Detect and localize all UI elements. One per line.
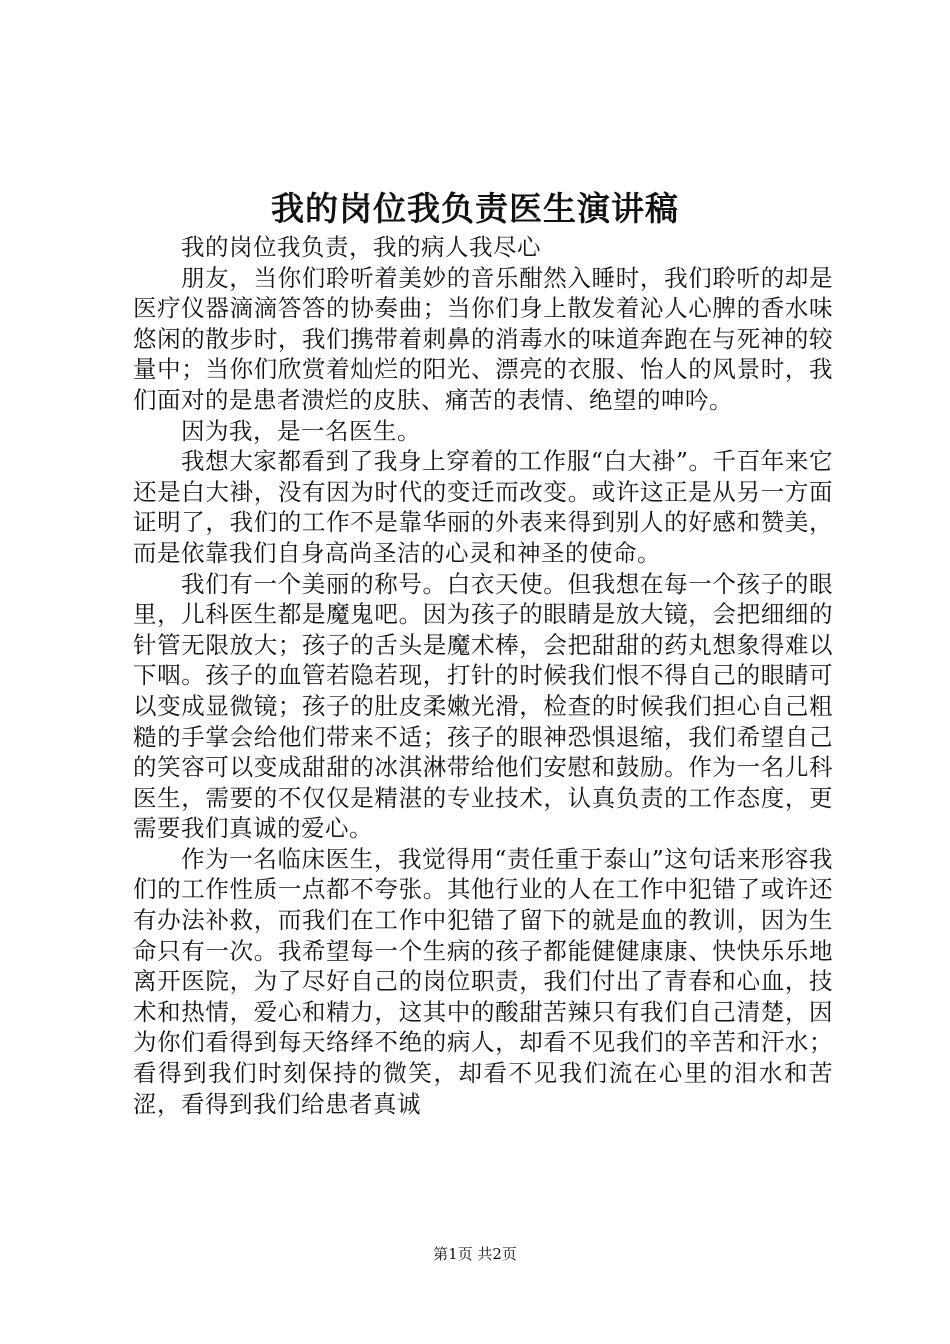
paragraph-5: 作为一名临床医生，我觉得用“责任重于泰山”这句话来形容我们的工作性质一点都不夸张。其他行业的人在工作中犯错了或许还有办法补救，而我们在工作中犯错了留下的就是血的教训，因为生命只有一次。我希望每一个生病的孩子都能健健康康、快快乐乐地离开医院，为了尽好自己的岗位职责，我们付出了青春和心血，技术和热情，爱心和精力，这其中的酸甜苦辣只有我们自己清楚，因为你们看得到每天络绎不绝的病人，却看不见我们的辛苦和汗水；看得到我们时刻保持的微笑，却看不见我们流在心里的泪水和苦涩，看得到我们给患者真诚 <box>133 844 833 1118</box>
document-body <box>133 232 833 1119</box>
paragraph-subtitle: 我的岗位我负责，我的病人我尽心 <box>181 233 541 261</box>
document-title: 我的岗位我负责医生演讲稿 <box>271 189 679 228</box>
paragraph-4: 我们有一个美丽的称号。白衣天使。但我想在每一个孩子的眼里，儿科医生都是魔鬼吧。因为孩子的眼睛是放大镜，会把细细的针管无限放大；孩子的舌头是魔术棒，会把甜甜的药丸想象得难以下咽。孩子的血管若隐若现，打针的时候我们恨不得自己的眼睛可以变成显微镜；孩子的肚皮柔嫩光滑，检查的时候我们担心自己粗糙的手掌会给他们带来不适；孩子的眼神恐惧退缩，我们希望自己的笑容可以变成甜甜的冰淇淋带给他们安慰和鼓励。作为一名儿科医生，需要的不仅仅是精湛的专业技术，认真负责的工作态度，更需要我们真诚的爱心。 <box>133 569 833 843</box>
paragraph-1: 朋友，当你们聆听着美妙的音乐酣然入睡时，我们聆听的却是医疗仪器滴滴答答的协奏曲；当你们身上散发着沁人心脾的香水味悠闲的散步时，我们携带着刺鼻的消毒水的味道奔跑在与死神的较量中；当你们欣赏着灿烂的阳光、漂亮的衣服、怡人的风景时，我们面对的是患者溃烂的皮肤、痛苦的表情、绝望的呻吟。 <box>133 263 833 414</box>
page-footer: 第1页 共2页 <box>433 1245 517 1263</box>
paragraph-3: 我想大家都看到了我身上穿着的工作服“白大褂”。千百年来它还是白大褂，没有因为时代的变迁而改变。或许这正是从另一方面证明了，我们的工作不是靠华丽的外表来得到别人的好感和赞美，而是依靠我们自身高尚圣洁的心灵和神圣的使命。 <box>133 447 833 567</box>
paragraph-2: 因为我，是一名医生。 <box>181 416 421 445</box>
